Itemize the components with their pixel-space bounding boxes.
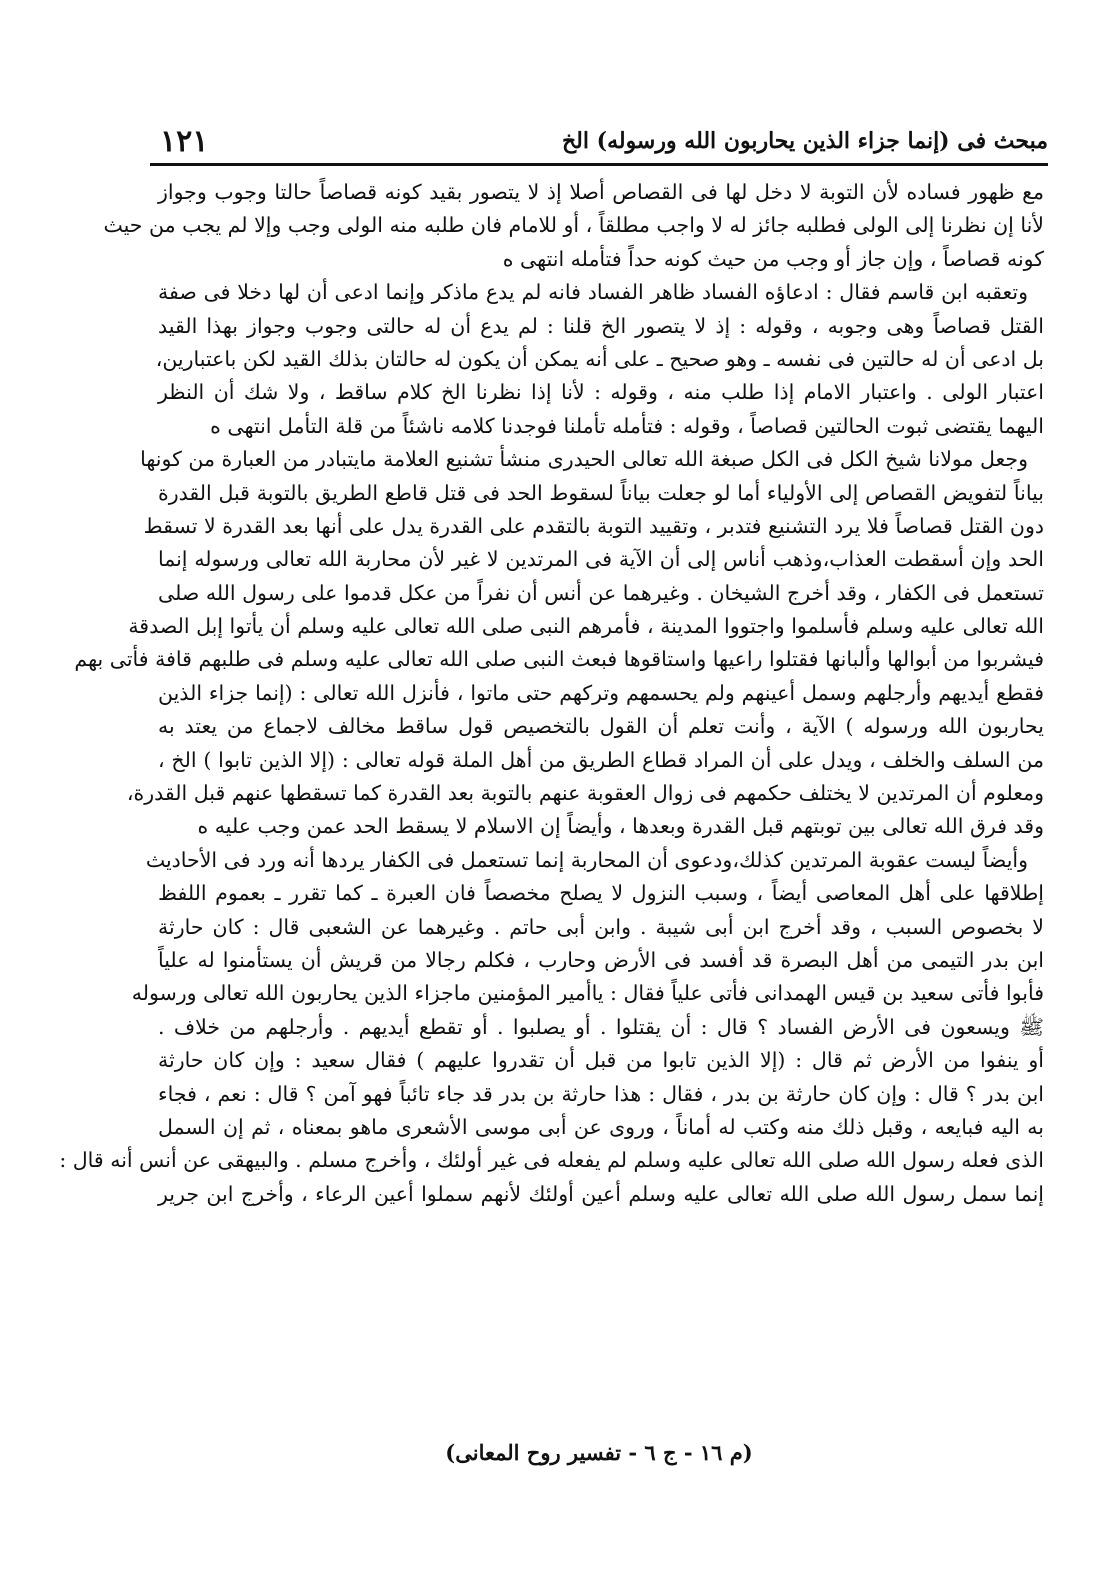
text-line: فقطع أيديهم وأرجلهم وسمل أعينهم ولم يحسمهم وتركهم حتى ماتوا ، فأنزل الله تعالى : (إنما جزاء الذين [158, 680, 1044, 705]
text-line: بل ادعى أن له حالتين فى نفسه ـ وهو صحيح ـ على أنه يمكن أن يكون له حالتان بذلك القيد لكن باعتبارين، [155, 346, 1044, 371]
text-line: تستعمل فى الكفار ، وقد أخرج الشيخان . وغيرهما عن أنس أن نفراً من عكل قدموا على رسول الله صلى [158, 580, 1044, 605]
text-line: وأيضاً ليست عقوبة المرتدين كذلك،ودعوى أن المحاربة إنما تستعمل فى الكفار يردها أنه ورد فى الأحاديث [145, 847, 1028, 872]
text-line: وقد فرق الله تعالى بين توبتهم قبل القدرة وبعدها ، وأيضاً إن الاسلام لا يسقط الحد عمن وجب عليه ه [197, 814, 1044, 839]
page-number: ١٢١ [160, 123, 209, 159]
text-line: وجعل مولانا شيخ الكل فى الكل صبغة الله تعالى الحيدرى منشأ تشنيع العلامة مايتبادر من العبارة من كونها [140, 447, 1028, 472]
text-line: القتل قصاصاً وهى وجوبه ، وقوله : إذ لا يتصور الخ قلنا : لم يدع أن له حالتى وجوب وجواز بهذا القيد [158, 313, 1044, 338]
text-line: أو ينفوا من الأرض ثم قال : (إلا الذين تابوا من قبل أن تقدروا عليهم ) فقال سعيد : وإن كان حارثة [158, 1048, 1044, 1073]
text-line: إطلاقها على أهل المعاصى أيضاً ، وسبب النزول لا يصلح مخصصاً فان العبرة ـ كما تقرر ـ بعموم اللفظ [158, 881, 1044, 906]
page-footer [150, 1440, 1048, 1465]
text-line: ﷺ ويسعون فى الأرض الفساد ؟ قال : أن يقتلوا . أو يصلبوا . أو تقطع أيديهم . وأرجلهم من خلاف . [158, 1014, 1044, 1039]
text-line: مع ظهور فساده لأن التوبة لا دخل لها فى القصاص أصلا إذ لا يتصور بقيد كونه قصاصاً حالتا وجوب وجواز [158, 180, 1044, 204]
text-line: يحاربون الله ورسوله ) الآية ، وأنت تعلم أن القول بالتخصيص قول ساقط مخالف لاجماع من يعتد به [158, 714, 1044, 739]
text-line: لأنا إن نظرنا إلى الولى فطلبه جائز له لا واجب مطلقاً ، أو للامام فان طلبه منه الولى وجب وإلا لم يجب من حيث [103, 213, 1044, 238]
text-line: الذى فعله رسول الله صلى الله تعالى عليه وسلم لم يفعله فى غير أولئك ، وأخرج مسلم . والبيهقى عن أنس أنه قال : [59, 1148, 1044, 1173]
text-line: ابن بدر التيمى من أهل البصرة قد أفسد فى الأرض وحارب ، فكلم رجالا من قريش أن يستأمنوا له علياً [158, 947, 1044, 972]
text-line: الحد وإن أسقطت العذاب،وذهب أناس إلى أن الآية فى المرتدين لا غير لأن محاربة الله تعالى ورسوله إنما [158, 547, 1044, 572]
footer-signature: (م ١٦ - ج ٦ - تفسير روح المعانى) [445, 1440, 753, 1465]
text-line: من السلف والخلف ، ويدل على أن المراد قطاع الطريق من أهل الملة قوله تعالى : (إلا الذين تابوا ) الخ ، [158, 747, 1044, 772]
text-line: ومعلوم أن المرتدين لا يختلف حكمهم فى زوال العقوبة عنهم بالتوبة بعد القدرة كما تسقطها عنهم قبل القدرة، [126, 781, 1044, 806]
text-line: ابن بدر ؟ قال : وإن كان حارثة بن بدر ، فقال : هذا حارثة بن بدر قد جاء تائباً فهو آمن ؟ قال : نعم ، فجاء [158, 1081, 1044, 1106]
text-line: اليهما يقتضى ثبوت الحالتين قصاصاً ، وقوله : فتأمله تأملنا فوجدنا كلامه ناشئاً من قلة التأمل انتهى ه [210, 413, 1044, 438]
text-line: بياناً لتفويض القصاص إلى الأولياء أما لو جعلت بياناً لسقوط الحد فى قتل قاطع الطريق بالتوبة قبل القدرة [158, 480, 1044, 505]
body-text [59, 176, 1044, 1211]
page-header [150, 118, 1048, 164]
text-line: لا بخصوص السبب ، وقد أخرج ابن أبى شيبة . وابن أبى حاتم . وغيرهما عن الشعبى قال : كان حارثة [158, 914, 1044, 939]
text-line: إنما سمل رسول الله صلى الله تعالى عليه وسلم أعين أولئك لأنهم سملوا أعين الرعاء ، وأخرج ابن جرير [158, 1181, 1044, 1206]
running-title: مبحث فى (إنما جزاء الذين يحاربون الله ورسوله) الخ [561, 128, 1048, 154]
text-line: فيشربوا من أبوالها وألبانها فقتلوا راعيها واستاقوها فبعث النبى صلى الله تعالى عليه وسلم فى طلبهم قافة فأتى بهم [74, 647, 1044, 672]
text-line: كونه قصاصاً ، وإن جاز أو وجب من حيث كونه حداً فتأمله انتهى ه [502, 246, 1044, 271]
text-line: اعتبار الولى . واعتبار الامام إذا طلب منه ، وقوله : لأنا إذا نظرنا الخ كلام ساقط ، ولا شك أن النظر [158, 380, 1044, 405]
text-line: الله تعالى عليه وسلم فأسلموا واجتووا المدينة ، فأمرهم النبى صلى الله تعالى عليه وسلم أن يأتوا إبل الصدقة [128, 614, 1044, 639]
text-line: فأبوا فأتى سعيد بن قيس الهمدانى فأتى علياً فقال : ياأمير المؤمنين ماجزاء الذين يحاربون الله تعالى ورسوله [131, 981, 1044, 1006]
text-line: به اليه فبايعه ، وقبل ذلك منه وكتب له أماناً ، وروى عن أبى موسى الأشعرى ماهو بمعناه ، ثم إن السمل [158, 1114, 1044, 1139]
text-line: وتعقبه ابن قاسم فقال : ادعاؤه الفساد ظاهر الفساد فانه لم يدع ماذكر وإنما ادعى أن لها دخلا فى صفة [158, 280, 1028, 305]
text-line: دون القتل قصاصاً فلا يرد التشنيع فتدبر ، وتقييد التوبة بالتقدم على القدرة يدل على أنها بعد القدرة لا تسقط [143, 513, 1044, 538]
header-rule [150, 163, 1048, 166]
